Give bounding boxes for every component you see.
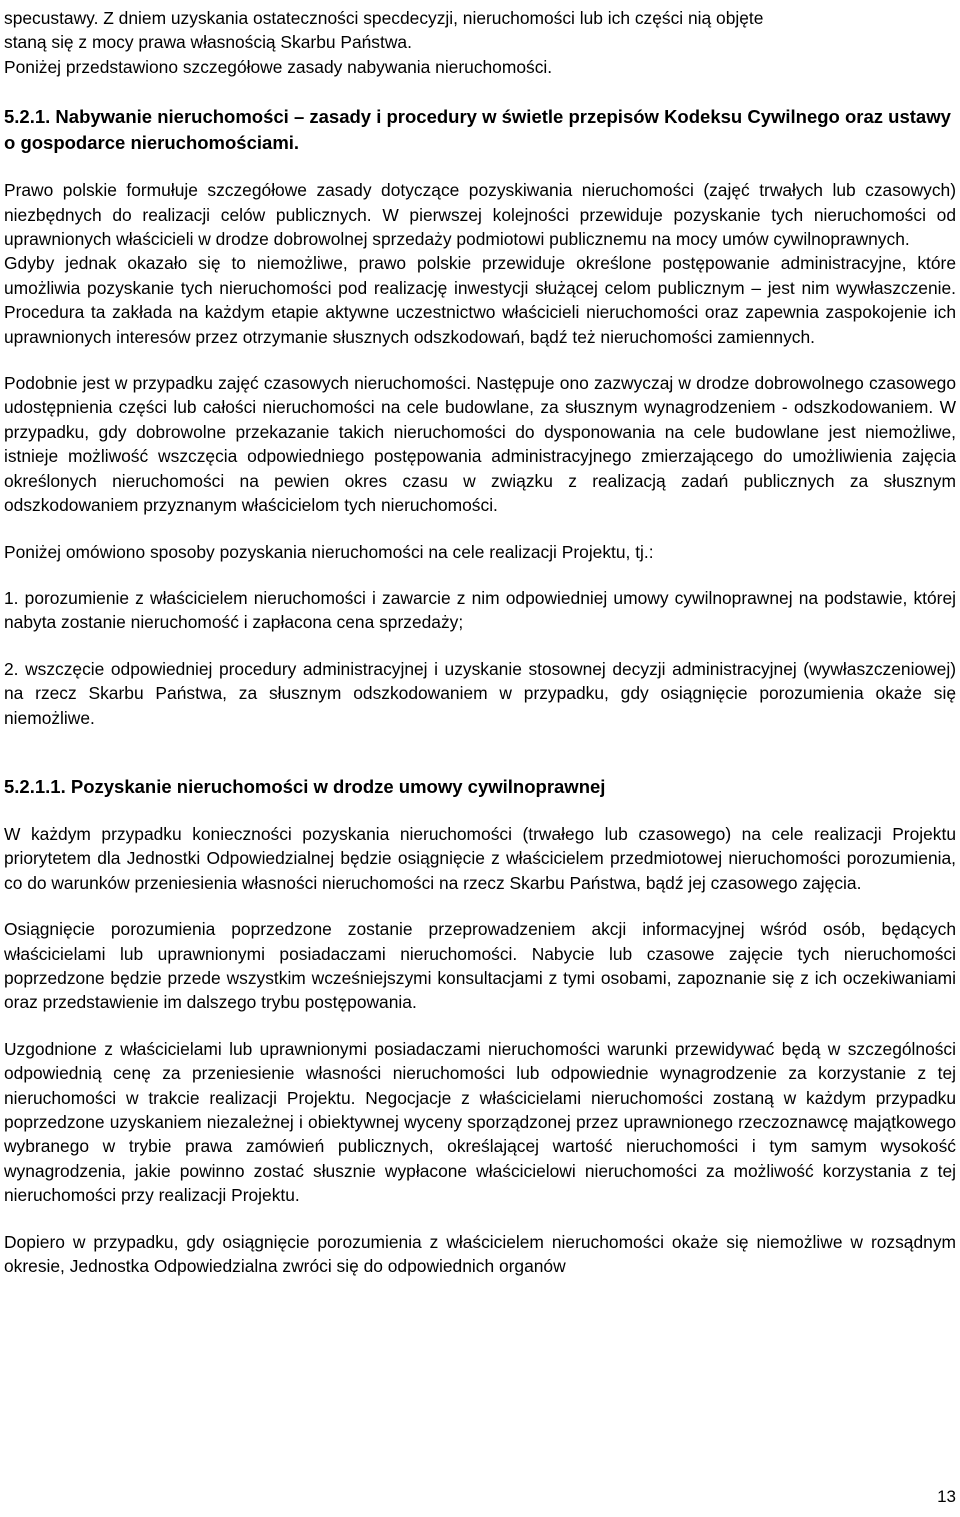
intro-line-3: Poniżej przedstawiono szczegółowe zasady nabywania nieruchomości. [4,56,553,77]
section-5-2-1-paragraph-1: Prawo polskie formułuje szczegółowe zasady dotyczące pozyskiwania nieruchomości (zajęć trwałych lub czasowych) niezbędnych do realizacji celów publicznych. W pierwszej kolejności przewiduje pozyskanie tych nieruchomości od uprawnionych właścicieli w drodze dobrowolnej sprzedaży podmiotowi publicznemu na mocy umów cywilnoprawnych. [4,180,956,250]
intro-line-1: specustawy. Z dniem uzyskania ostateczności specdecyzji, nieruchomości lub ich części nią objęte [4,8,764,28]
list-item-2: 2. wszczęcie odpowiedniej procedury administracyjnej i uzyskanie stosownej decyzji administracyjnej (wywłaszczeniowej) na rzecz Skarbu Państwa, za słusznym odszkodowaniem w przypadku, gdy osiągnięcie porozumienia okaże się niemożliwe. [4,658,956,728]
section-5-2-1-1-paragraph-1: W każdym przypadku konieczności pozyskania nieruchomości (trwałego lub czasowego) na cele realizacji Projektu priorytetem dla Jednostki Odpowiedzialnej będzie osiągnięcie z właścicielem przedmiotowej nieruchomości porozumienia, co do warunków przeniesienia własności nieruchomości na rzecz Skarbu Państwa, bądź jej czasowego zajęcia. [4,823,956,893]
section-5-2-1-1-paragraph-4: Dopiero w przypadku, gdy osiągnięcie porozumienia z właścicielem nieruchomości okaże się niemożliwe w rozsądnym okresie, Jednostka Odpowiedzialna zwróci się do odpowiednich organów [4,1231,956,1277]
section-5-2-1-1-paragraph-3: Uzgodnione z właścicielami lub uprawnionymi posiadaczami nieruchomości warunki przewidywać będą w szczególności odpowiednią cenę za przeniesienie własności nieruchomości lub odpowiednie wynagrodzenie za korzystanie z tej nieruchomości w trakcie realizacji Projektu. Negocjacje z właścicielami nieruchomości zostaną w każdym przypadku poprzedzone uzyskaniem niezależnej i obiektywnej wyceny sporządzonej przez uprawnionego rzeczoznawcę majątkowego wybranego w trybie prawa zamówień publicznych, określającej wartość nieruchomości i tym samym wysokość wynagrodzenia, jakie powinno zostać słusznie wypłacone właścicielowi nieruchomości za możliwość korzystania z tej nieruchomości przy realizacji Projektu. [4,1038,956,1206]
intro-paragraph [4,6,956,79]
section-5-2-1-paragraph-4: Poniżej omówiono sposoby pozyskania nieruchomości na cele realizacji Projektu, tj.: [4,541,654,562]
section-5-2-1-paragraph-2: Gdyby jednak okazało się to niemożliwe, prawo polskie przewiduje określone postępowanie administracyjne, które umożliwia pozyskanie tych nieruchomości pod realizację inwestycji służącej celom publicznym – jest nim wywłaszczenie. Procedura ta zakłada na każdym etapie aktywne uczestnictwo właścicieli nieruchomości oraz zapewnia zaspokojenie ich uprawnionych interesów przez otrzymanie słusznych odszkodowań, bądź też nieruchomości zamiennych. [4,253,956,347]
section-5-2-1-1-paragraph-2: Osiągnięcie porozumienia poprzedzone zostanie przeprowadzeniem akcji informacyjnej wśród osób, będących właścicielami lub uprawnionymi posiadaczami nieruchomości. Nabycie lub czasowe zajęcie tych nieruchomości poprzedzone będzie przede wszystkim wcześniejszymi konsultacjami z tymi osobami, zapoznanie się z ich oczekiwaniami oraz przedstawienie im dalszego trybu postępowania. [4,919,956,1013]
page-number: 13 [937,1487,956,1506]
document-page [4,0,956,1278]
section-5-2-1-1-heading: 5.2.1.1. Pozyskanie nieruchomości w drodze umowy cywilnoprawnej [4,775,606,797]
section-5-2-1-paragraph-3: Podobnie jest w przypadku zajęć czasowych nieruchomości. Następuje ono zazwyczaj w drodze dobrowolnego czasowego udostępnienia części lub całości nieruchomości na cele budowlane, za słusznym wynagrodzeniem - odszkodowaniem. W przypadku, gdy dobrowolne przekazanie takich nieruchomości do dysponowania na cele budowlane jest niemożliwe, istnieje możliwość wszczęcia odpowiedniego postępowania administracyjnego zmierzającego do umożliwienia zajęcia określonych nieruchomości na pewien okres czasu w związku z realizacją zadań publicznych za słusznym odszkodowaniem przyznanym właścicielom tych nieruchomości. [4,373,956,516]
list-item-1: 1. porozumienie z właścicielem nieruchomości i zawarcie z nim odpowiedniej umowy cywilnoprawnej na podstawie, której nabyta zostanie nieruchomość i zapłacona cena sprzedaży; [4,587,956,633]
section-5-2-1-heading: 5.2.1. Nabywanie nieruchomości – zasady i procedury w świetle przepisów Kodeksu Cywilnego oraz ustawy o gospodarce nieruchomościami. [4,106,951,154]
intro-line-2: staną się z mocy prawa własnością Skarbu Państwa. [4,32,412,53]
